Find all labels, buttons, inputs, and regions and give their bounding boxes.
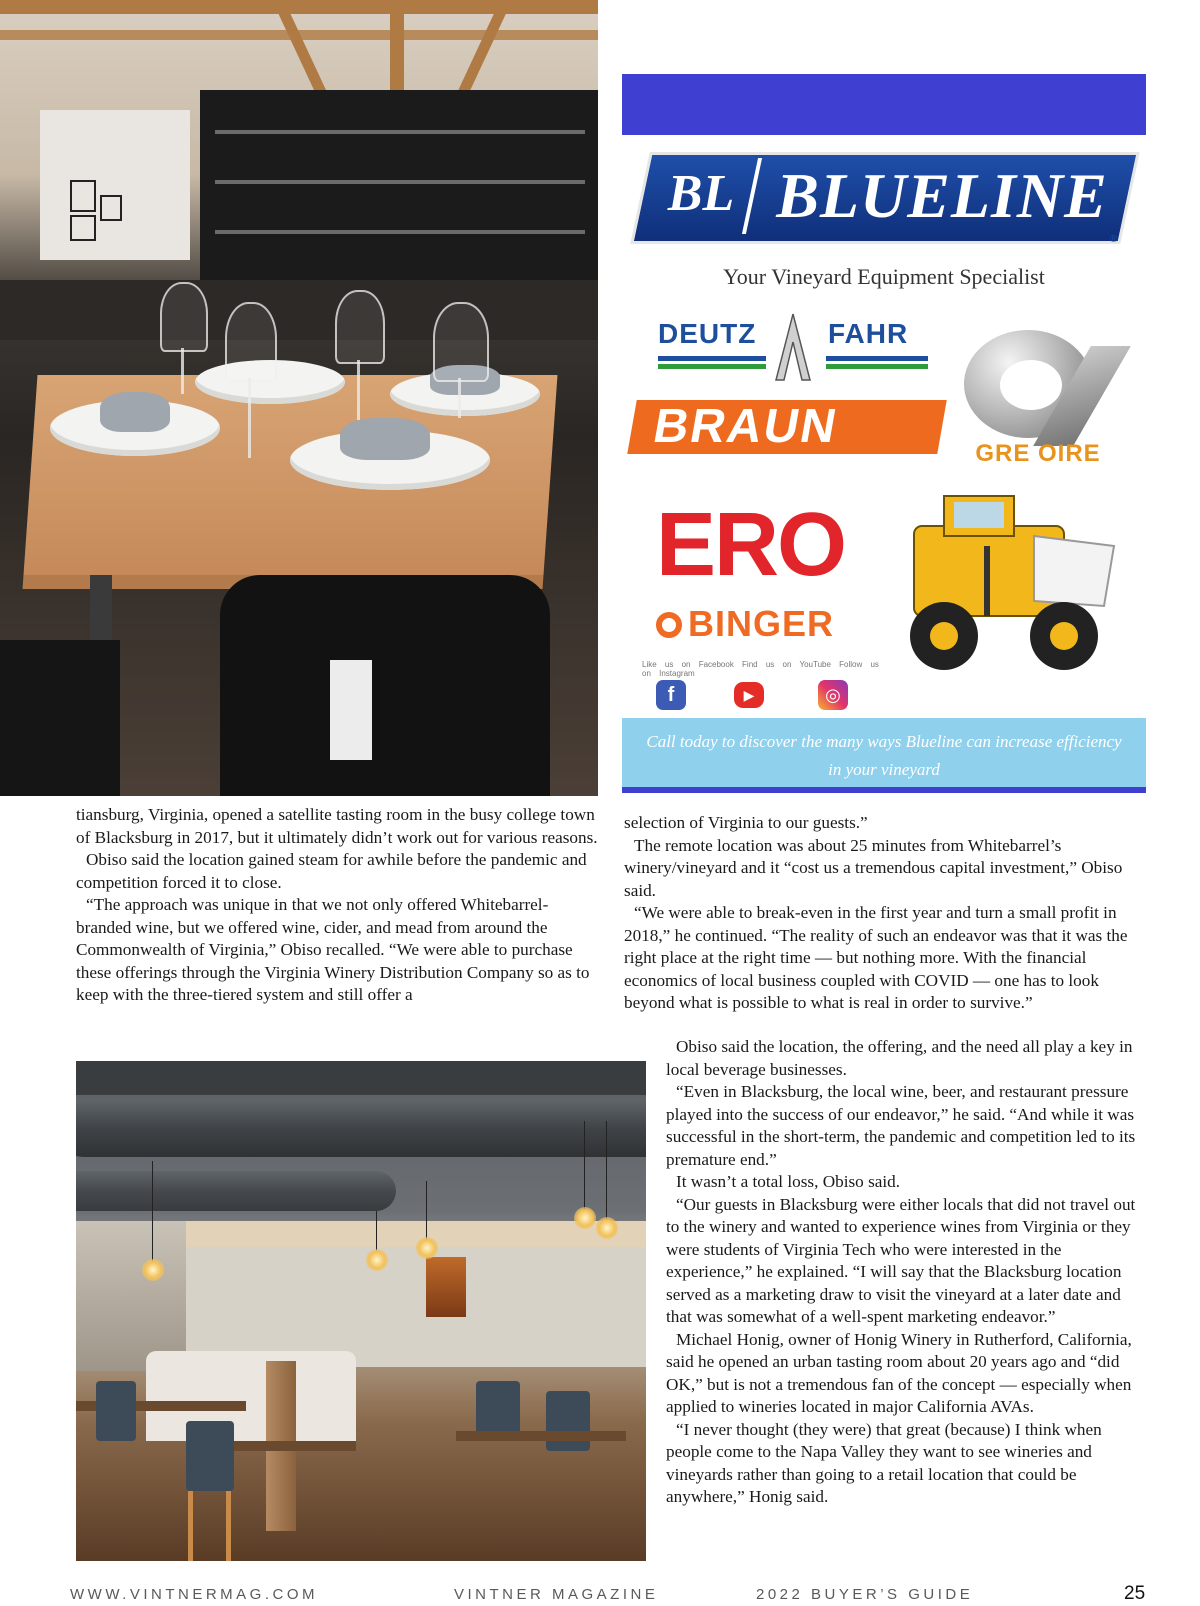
ad-top-bar <box>622 74 1146 135</box>
gregoire-logo-text: GRE OIRE <box>975 440 1101 467</box>
grape-harvester-image <box>884 486 1134 676</box>
blueline-monogram: BL <box>667 165 735 222</box>
social-caption: Like us on Facebook Find us on YouTube Follow us on Instagram <box>642 660 879 678</box>
article-paragraph: It wasn’t a total loss, Obiso said. <box>676 1172 901 1191</box>
ero-logo: ERO <box>656 495 846 595</box>
article-paragraph: “We were able to break-even in the first year and turn a small profit in 2018,” he continued. “The reality of such an endeavor was that it was the right place at the right time — but nothing more. With the financial economics of local business coupled with COVID — one has to look beyond what is possible to what is real in order to survive.” <box>624 903 1128 1012</box>
youtube-icon: ▶ <box>734 682 764 708</box>
binger-word: BINGER <box>688 603 835 644</box>
deutz-word: DEUTZ <box>658 318 757 349</box>
article-paragraph: selection of Virginia to our guests.” <box>624 813 868 832</box>
facebook-icon: f <box>656 680 686 710</box>
deutz-fahr-logo <box>658 312 928 384</box>
footer-issue-title: 2022 BUYER’S GUIDE <box>756 1586 974 1603</box>
binger-logo <box>656 604 834 644</box>
article-column-right-lower <box>666 1036 1146 1509</box>
article-paragraph: tiansburg, Virginia, opened a satellite tasting room in the busy college town of Blacksburg in 2017, but it ultimately didn’t work out for various reasons. <box>76 805 598 847</box>
fahr-word: FAHR <box>828 318 909 349</box>
ad-cta-text: Call today to discover the many ways Blueline can increase efficiency in your vineyard <box>646 732 1122 779</box>
article-paragraph: “Even in Blacksburg, the local wine, beer, and restaurant pressure played into the success of our endeavor,” he said. “And while it was successful in the short-term, the pandemic and competition led to its premature end.” <box>666 1082 1136 1169</box>
braun-logo: BRAUN <box>627 400 947 454</box>
blueline-advertisement <box>622 74 1146 793</box>
deutz-fahr-emblem-icon <box>770 312 816 382</box>
footer-website: WWW.VINTNERMAG.COM <box>70 1586 318 1603</box>
article-paragraph: Michael Honig, owner of Honig Winery in Rutherford, California, said he opened an urban tasting room about 20 years ago and “did OK,” but is not a tremendous fan of the concept — especially when applied to wineries located in major California AVAs. <box>666 1329 1132 1416</box>
article-column-right <box>624 812 1146 1015</box>
dining-room-photo <box>76 1061 646 1561</box>
article-paragraph: “I never thought (they were) that great (because) I think when people come to the Napa Valley they want to see wineries and vineyards rather than going to a retail location that could be anywhere,” Honig said. <box>666 1419 1102 1506</box>
article-paragraph: “Our guests in Blacksburg were either locals that did not travel out to the winery and wanted to experience wines from Virginia or they were students of Virginia Tech who were interested in the experience,” he explained. “I will say that the Blacksburg location served as a marketing draw to visit the vineyard at a later date and that was somewhat of a well-spent marketing endeavor.” <box>666 1194 1136 1326</box>
article-paragraph: Obiso said the location, the offering, and the need all play a key in local beverage businesses. <box>666 1037 1133 1079</box>
tasting-room-photo <box>0 0 598 796</box>
article-column-left <box>76 804 598 1007</box>
registered-mark: ® <box>1110 234 1118 245</box>
article-paragraph: “The approach was unique in that we not only offered Whitebarrel-branded wine, but we offered wine, cider, and mead from around the Commonwealth of Virginia,” Obiso recalled. “We were able to purchase these offerings through the Virginia Winery Distribution Company so as to keep with the three-tiered system and still offer a <box>76 895 590 1004</box>
footer-magazine-name: VINTNER MAGAZINE <box>454 1586 659 1603</box>
instagram-icon: ◎ <box>818 680 848 710</box>
page-number: 25 <box>1124 1583 1146 1604</box>
article-paragraph: Obiso said the location gained steam for awhile before the pandemic and competition forced it to close. <box>76 850 587 892</box>
article-paragraph: The remote location was about 25 minutes from Whitebarrel’s winery/vineyard and it “cost us a tremendous capital investment,” Obiso said. <box>624 835 1123 900</box>
ad-call-to-action <box>622 718 1146 793</box>
ad-tagline: Your Vineyard Equipment Specialist <box>723 264 1045 289</box>
blueline-brand-name: BLUELINE <box>776 160 1108 231</box>
